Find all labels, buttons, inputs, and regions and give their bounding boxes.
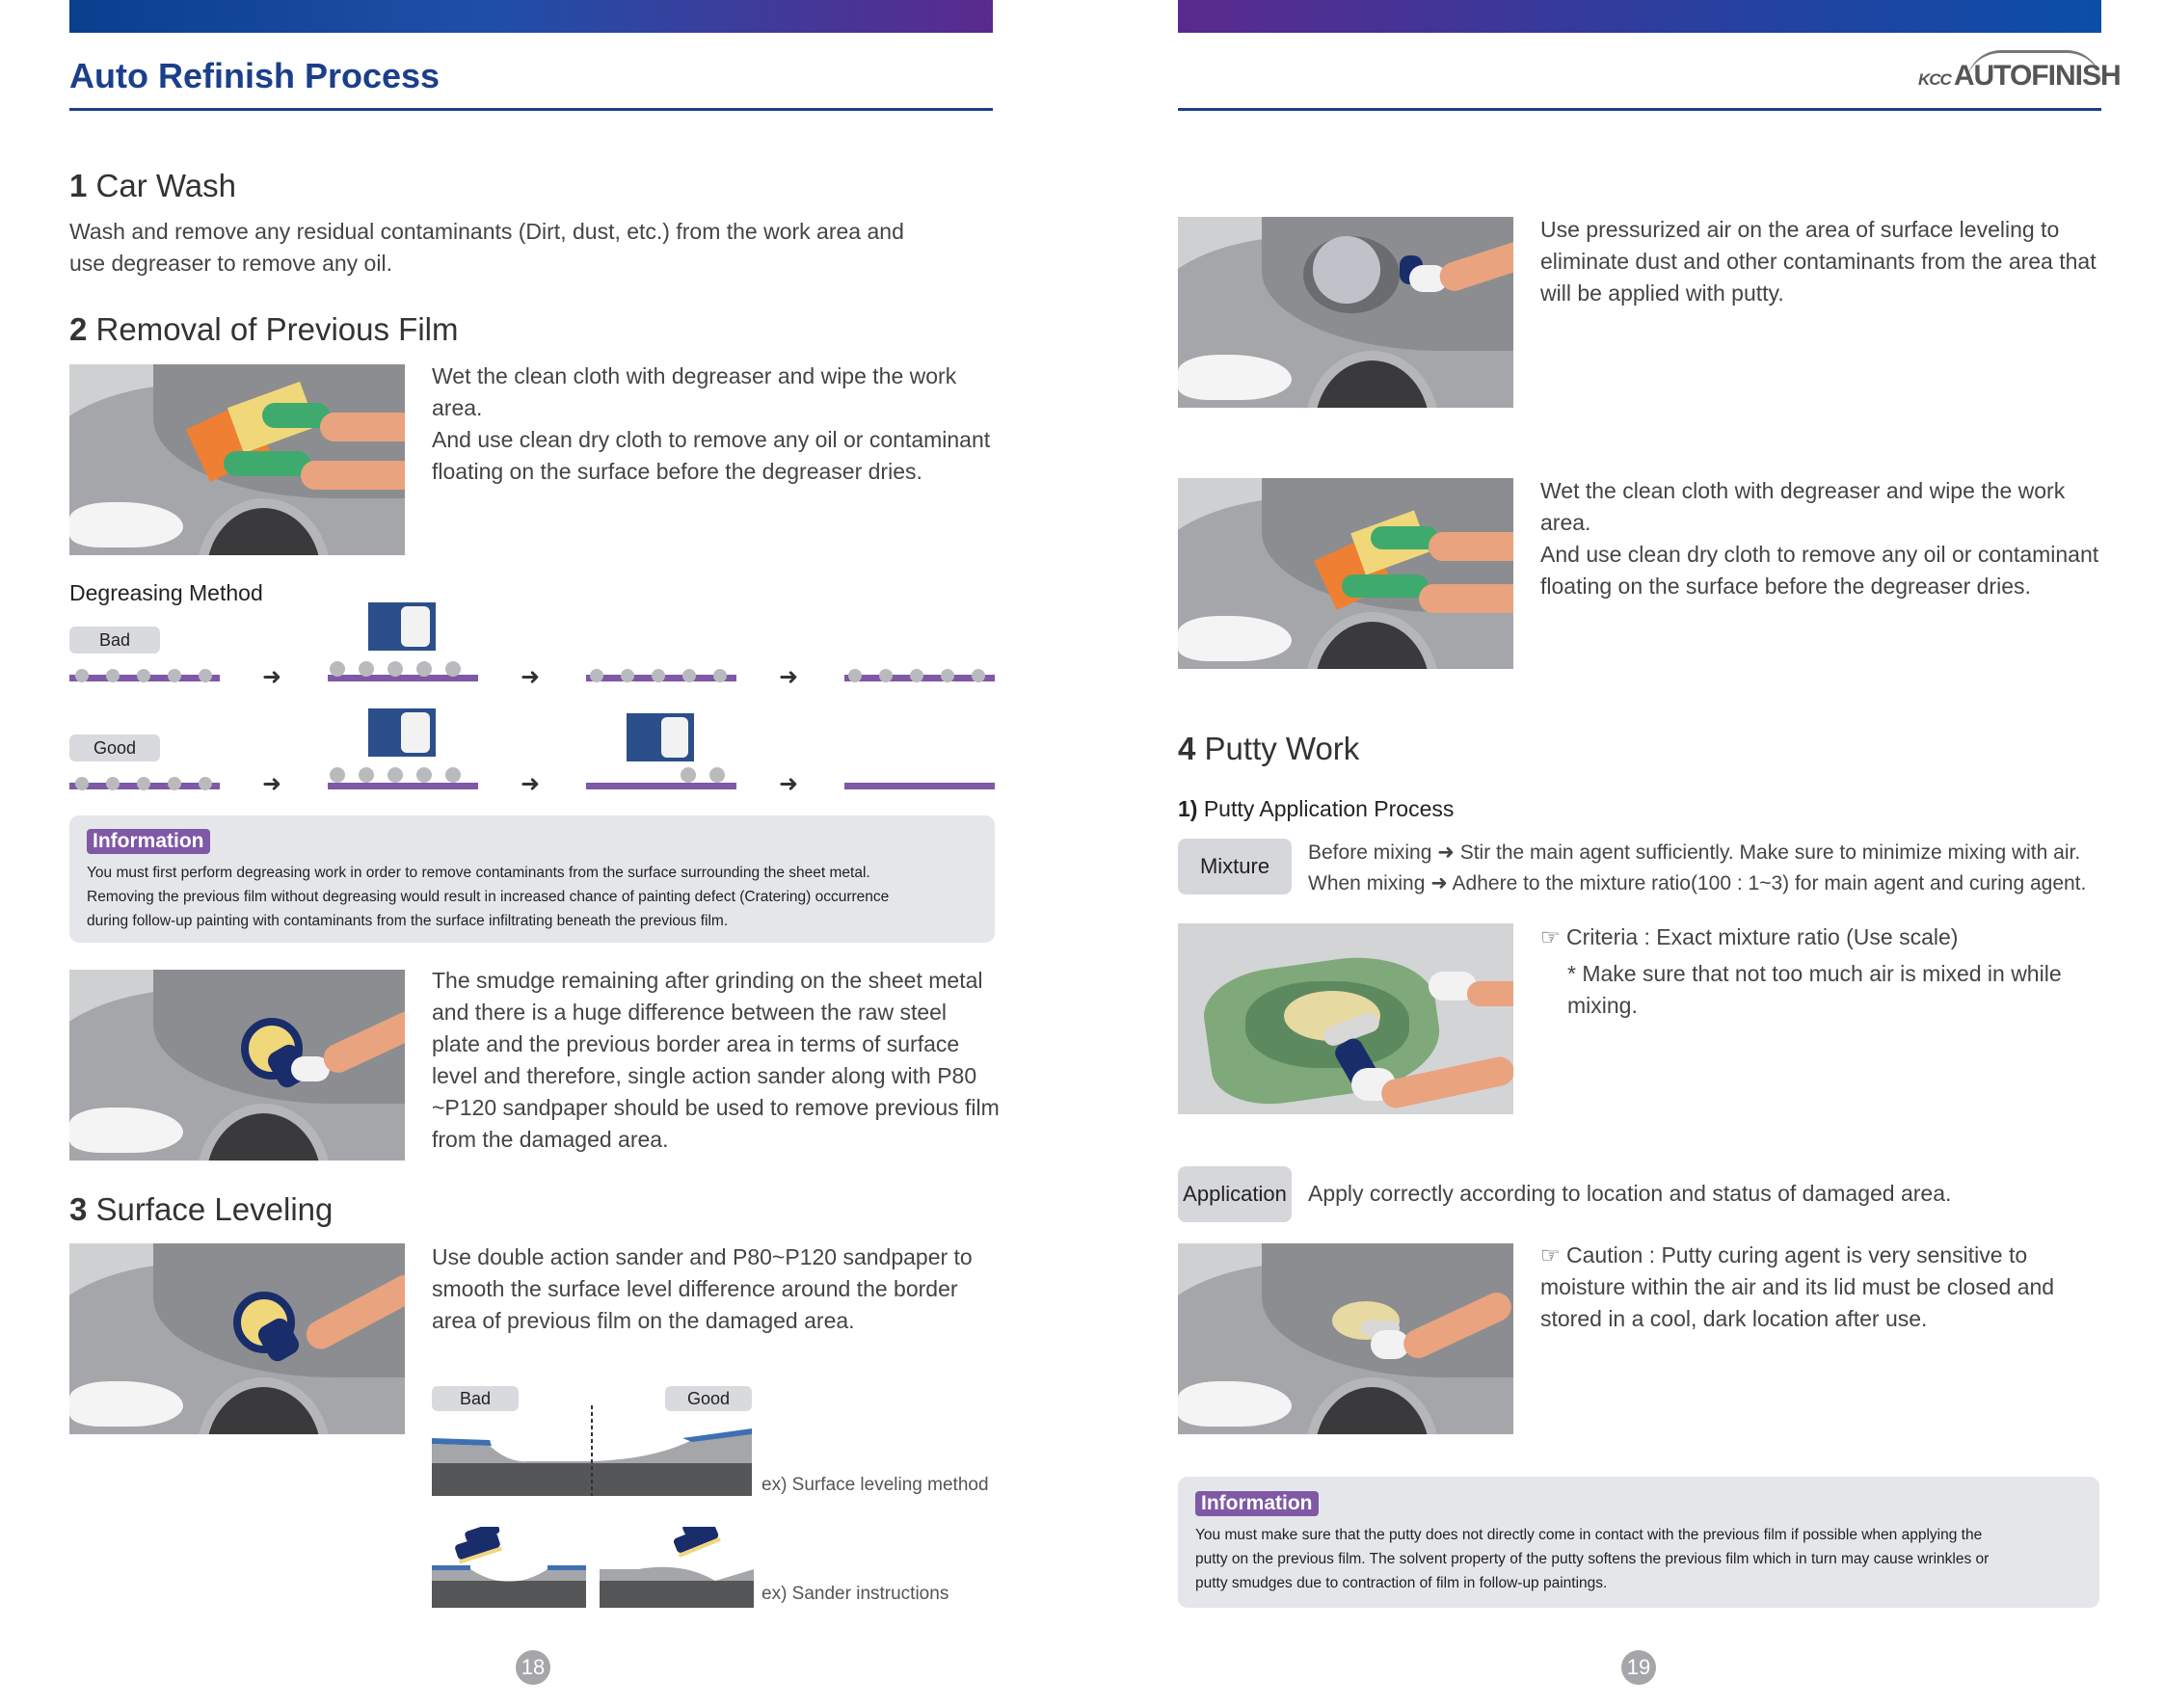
good-surface-2 [328,783,478,789]
wipe-text: Wet the clean cloth with degreaser and wipe the work area. And use clean dry cloth to remove any oil or contaminant floating on the surface before the degreaser dries. [432,363,991,484]
contaminant-dot [416,661,432,677]
contaminant-dot [972,669,985,682]
arrow-icon: ➜ [262,771,282,797]
header-rule-right [1178,108,2101,111]
contaminant-dot [387,767,403,783]
contaminant-dot [387,661,403,677]
criteria-note: * Make sure that not too much air is mixed in while mixing. [1567,961,2062,1018]
contaminant-dot [168,669,181,682]
contaminant-dot [106,777,120,790]
contaminant-dot [879,669,893,682]
surface-leveling-diagram [432,1405,752,1502]
contaminant-dot [330,661,345,677]
contaminant-dot [75,669,89,682]
section-car-wash-heading: 1 Car Wash [69,168,237,203]
putty-mixing-illustration [1178,923,1513,1114]
contaminant-dot [330,767,345,783]
wipe-illustration-right [1178,478,1513,669]
arrow-icon: ➜ [262,664,282,690]
smudge-text: The smudge remaining after grinding on the sheet metal and there is a huge difference between the raw steel plate and the previous border area in terms of surface level and therefore, single action sander along with P80 ~P120 sandpaper should be used to remove previous film from the damaged area. [432,968,1000,1152]
wipe-mini-icon [368,602,436,651]
page-title: Auto Refinish Process [69,56,441,95]
contaminant-dot [941,669,954,682]
dry-wipe-mini-icon [627,713,694,761]
application-tag: Application [1178,1166,1292,1222]
air-blow-illustration [1178,217,1513,408]
contaminant-dot [75,777,89,790]
arrow-icon: ➜ [521,664,541,690]
page-number-right: 19 [1621,1650,1656,1685]
good-surface-3 [586,783,736,789]
caution-text: ☞ Caution : Putty curing agent is very sensitive to moisture within the air and its lid must be closed and stored in a cool, dark location after use. [1540,1242,2055,1331]
arrow-icon: ➜ [1437,841,1455,864]
leveling-illustration [69,1243,405,1434]
section-removal-heading: 2 Removal of Previous Film [69,311,459,347]
contaminant-dot [199,669,212,682]
contaminant-dot [168,777,181,790]
contaminant-dot [621,669,634,682]
bad-tag: Bad [69,627,160,654]
contaminant-dot [681,767,696,783]
contaminant-dot [359,661,374,677]
contaminant-dot [416,767,432,783]
section-surface-leveling-heading: 3 Surface Leveling [69,1191,334,1227]
sander-caption: ex) Sander instructions [761,1584,949,1604]
leveling-text: Use double action sander and P80~P120 sandpaper to smooth the surface level difference around the border area of previous film on the damaged area. [432,1244,973,1333]
arrow-icon: ➜ [1430,872,1448,894]
contaminant-dot [713,669,727,682]
contaminant-dot [199,777,212,790]
putty-application-subheading: 1) Putty Application Process [1178,796,1455,821]
contaminant-dot [590,669,603,682]
pointer-icon: ☞ [1540,924,1561,949]
putty-application-illustration [1178,1243,1513,1434]
good-surface-4 [844,783,995,789]
air-blow-text: Use pressurized air on the area of surface leveling to eliminate dust and other contaminants from the area that will be applied with putty. [1540,217,2097,306]
info-label-right: Information [1195,1491,1319,1516]
leveling-caption: ex) Surface leveling method [761,1475,989,1495]
contaminant-dot [137,669,150,682]
arrow-icon: ➜ [779,664,799,690]
contaminant-dot [848,669,862,682]
contaminant-dot [910,669,923,682]
degreasing-method-title: Degreasing Method [69,580,263,605]
before-mixing-row: Before mixing ➜ Stir the main agent sufficiently. Make sure to minimize mixing with air. [1308,841,2081,864]
contaminant-dot [137,777,150,790]
contaminant-dot [709,767,725,783]
sander-instructions-diagram [432,1527,754,1610]
contaminant-dot [106,669,120,682]
contaminant-dot [652,669,665,682]
wipe-mini-icon [368,708,436,757]
leveling-bad-tag: Bad [432,1386,519,1411]
contaminant-dot [445,661,461,677]
application-text: Apply correctly according to location and status of damaged area. [1308,1181,1952,1206]
contaminant-dot [359,767,374,783]
wipe-text-right: Wet the clean cloth with degreaser and wipe the work area. And use clean dry cloth to remove any oil or contaminant floating on the surface before the degreaser dries. [1540,478,2099,599]
page-number-left: 18 [516,1650,550,1685]
brand-logo [1918,60,2121,93]
header-rule-left [69,108,993,111]
section-putty-work-heading: 4 Putty Work [1178,731,1360,766]
contaminant-dot [445,767,461,783]
arrow-icon: ➜ [779,771,799,797]
when-mixing-row: When mixing ➜ Adhere to the mixture ratio(100 : 1~3) for main agent and curing agent. [1308,872,2087,894]
contaminant-dot [682,669,696,682]
wipe-illustration [69,364,405,555]
brand-name: AUTOFINISH [1953,60,2121,92]
good-tag: Good [69,734,160,761]
criteria-text: ☞ Criteria : Exact mixture ratio (Use scale) [1540,924,1959,949]
brand-prefix: KCC [1918,70,1951,89]
info-text-left: You must first perform degreasing work in order to remove contaminants from the surface surrounding the sheet metal. Removing the previous film without degreasing would result in increased chance of painting defect (Cratering) occurrence during follow-up painting with contaminants from the surface infiltrating beneath the previous film. [87,865,890,929]
arrow-icon: ➜ [521,771,541,797]
pointer-icon: ☞ [1540,1242,1561,1268]
leveling-good-tag: Good [665,1386,752,1411]
top-banner-left [69,0,993,33]
mixture-tag: Mixture [1178,839,1292,894]
sanding-illustration [69,970,405,1161]
info-label-left: Information [87,829,210,854]
car-wash-text: Wash and remove any residual contaminants (Dirt, dust, etc.) from the work area and use degreaser to remove any oil. [69,219,904,276]
top-banner-right [1178,0,2101,33]
info-text-right: You must make sure that the putty does not directly come in contact with the previous film if possible when applying the putty on the previous film. The solvent property of the putty softens the previous film which in turn may cause wrinkles or putty smudges due to contraction of film in follow-up paintings. [1195,1527,1990,1591]
